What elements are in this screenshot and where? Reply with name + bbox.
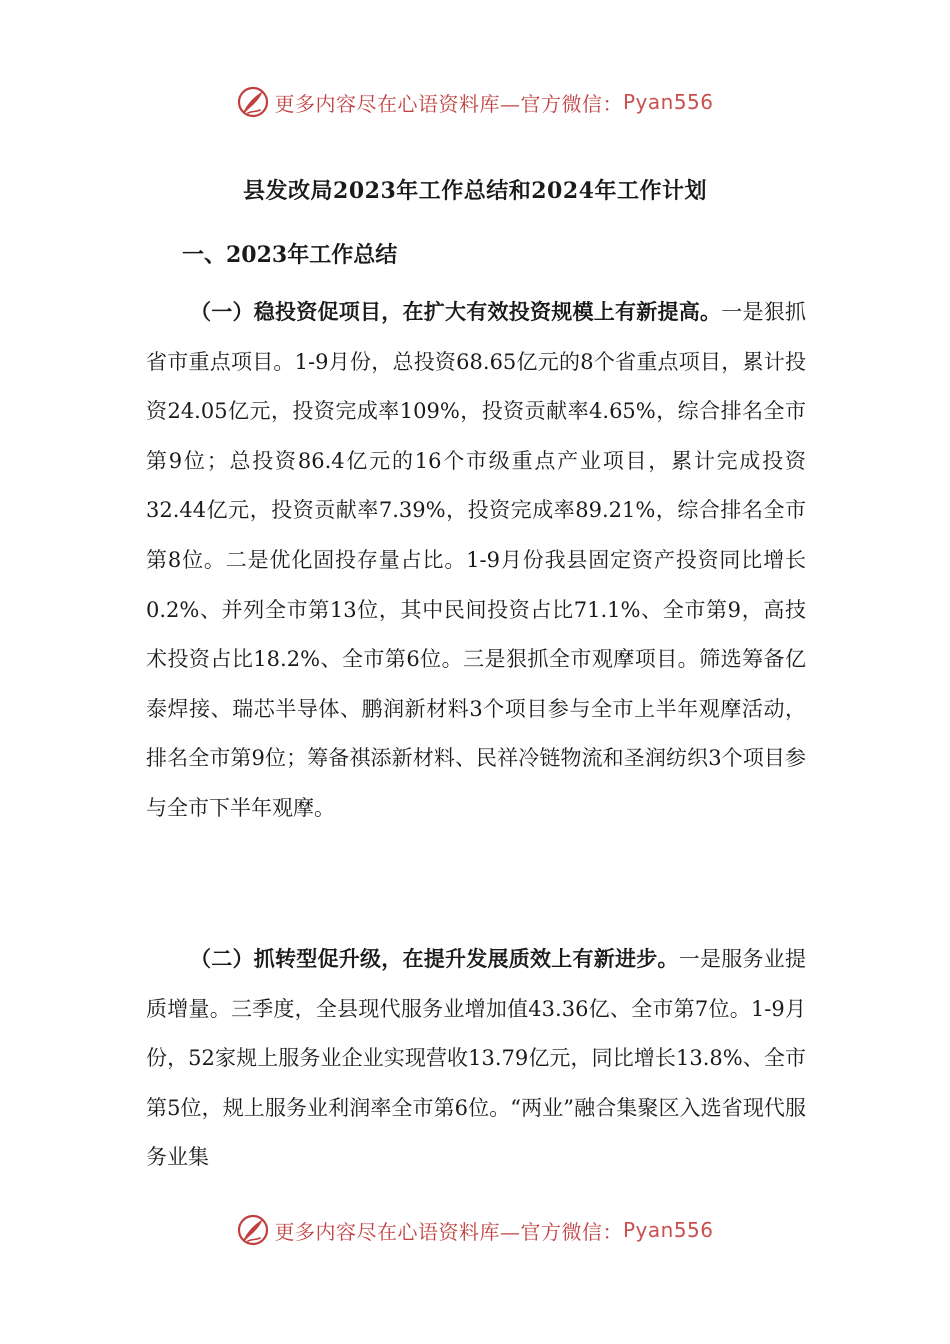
paragraph-lead: （二）抓转型促升级，在提升发展质效上有新进步。 xyxy=(190,946,679,971)
watermark-text: 更多内容尽在心语资料库—官方微信： xyxy=(274,91,623,116)
watermark-wechat-id: Pyan556 xyxy=(622,1218,714,1242)
paragraph-body: 一是狠抓省市重点项目。1-9月份，总投资68.65亿元的8个省重点项目，累计投资24.05亿元，投资完成率109%，投资贡献率4.65%，综合排名全市第9位；总投资86.4亿元的16个市级重点产业项目，累计完成投资32.44亿元，投资贡献率7.39%，投资完成率89.21%，综合排名全市第8位。二是优化固投存量占比。1-9月份我县固定资产投资同比增长0.2%、并列全市第13位，其中民间投资占比71.1%、全市第9，高技术投资占比18.2%、全市第6位。三是狠抓全市观摩项目。筛选筹备亿泰焊接、瑞芯半导体、鹏润新材料3个项目参与全市上半年观摩活动，排名全市第9位；筹备祺添新材料、民祥冷链物流和圣润纺织3个项目参与全市下半年观摩。 xyxy=(146,300,806,820)
watermark-header xyxy=(0,82,950,122)
watermark-footer xyxy=(0,1210,950,1250)
watermark-wechat-id: Pyan556 xyxy=(622,90,714,114)
watermark-text: 更多内容尽在心语资料库—官方微信： xyxy=(274,1219,623,1244)
quill-seal-icon xyxy=(236,1213,270,1247)
paragraph-lead: （一）稳投资促项目，在扩大有效投资规模上有新提高。 xyxy=(190,299,722,324)
paragraph-transformation-upgrade xyxy=(146,934,806,1183)
quill-seal-icon xyxy=(236,85,270,119)
paragraph-body: 一是服务业提质增量。三季度，全县现代服务业增加值43.36亿、全市第7位。1-9月份，52家规上服务业企业实现营收13.79亿元，同比增长13.8%、全市第5位，规上服务业利润率全市第6位。“两业”融合集聚区入选省现代服务业集 xyxy=(146,947,806,1170)
section-heading-summary: 一、2023年工作总结 xyxy=(182,242,398,268)
paragraph-stabilize-investment xyxy=(146,287,806,834)
document-title: 县发改局2023年工作总结和2024年工作计划 xyxy=(243,178,707,204)
